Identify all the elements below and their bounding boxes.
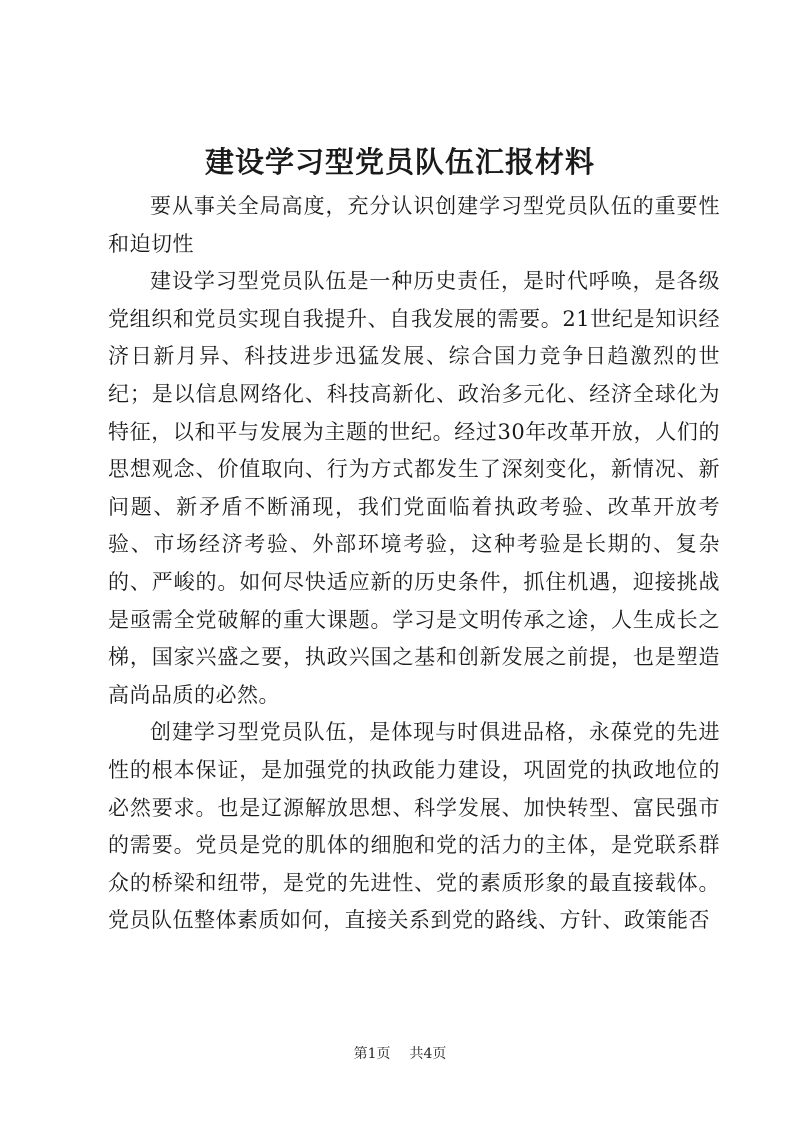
page-number-total: 共4页 bbox=[409, 1046, 447, 1062]
page-number-current: 第1页 bbox=[353, 1046, 391, 1062]
paragraph-heading: 要从事关全局高度，充分认识创建学习型党员队伍的重要性和迫切性 bbox=[108, 194, 720, 256]
paragraph-party-members: 创建学习型党员队伍，是体现与时俱进品格，永葆党的先进性的根本保证，是加强党的执政能力建设，巩固党的执政地位的必然要求。也是辽源解放思想、科学发展、加快转型、富民强市的需要。党员是党的肌体的细胞和党的活力的主体，是党联系群众的桥梁和纽带，是党的先进性、党的素质形象的最直接载体。党员队伍整体素质如何，直接关系到党的路线、方针、政策能否 bbox=[108, 720, 720, 933]
document-body bbox=[108, 188, 720, 940]
paragraph-history-responsibility: 建设学习型党员队伍是一种历史责任，是时代呼唤，是各级党组织和党员实现自我提升、自我发展的需要。21世纪是知识经济日新月异、科技进步迅猛发展、综合国力竞争日趋激烈的世纪；是以信息网络化、科技高新化、政治多元化、经济全球化为特征，以和平与发展为主题的世纪。经过30年改革开放，人们的思想观念、价值取向、行为方式都发生了深刻变化，新情况、新问题、新矛盾不断涌现，我们党面临着执政考验、改革开放考验、市场经济考验、外部环境考验，这种考验是长期的、复杂的、严峻的。如何尽快适应新的历史条件，抓住机遇，迎接挑战是亟需全党破解的重大课题。学习是文明传承之途，人生成长之梯，国家兴盛之要，执政兴国之基和创新发展之前提，也是塑造高尚品质的必然。 bbox=[108, 269, 720, 707]
page-footer bbox=[0, 1044, 800, 1064]
document-title: 建设学习型党员队伍汇报材料 bbox=[204, 145, 595, 179]
